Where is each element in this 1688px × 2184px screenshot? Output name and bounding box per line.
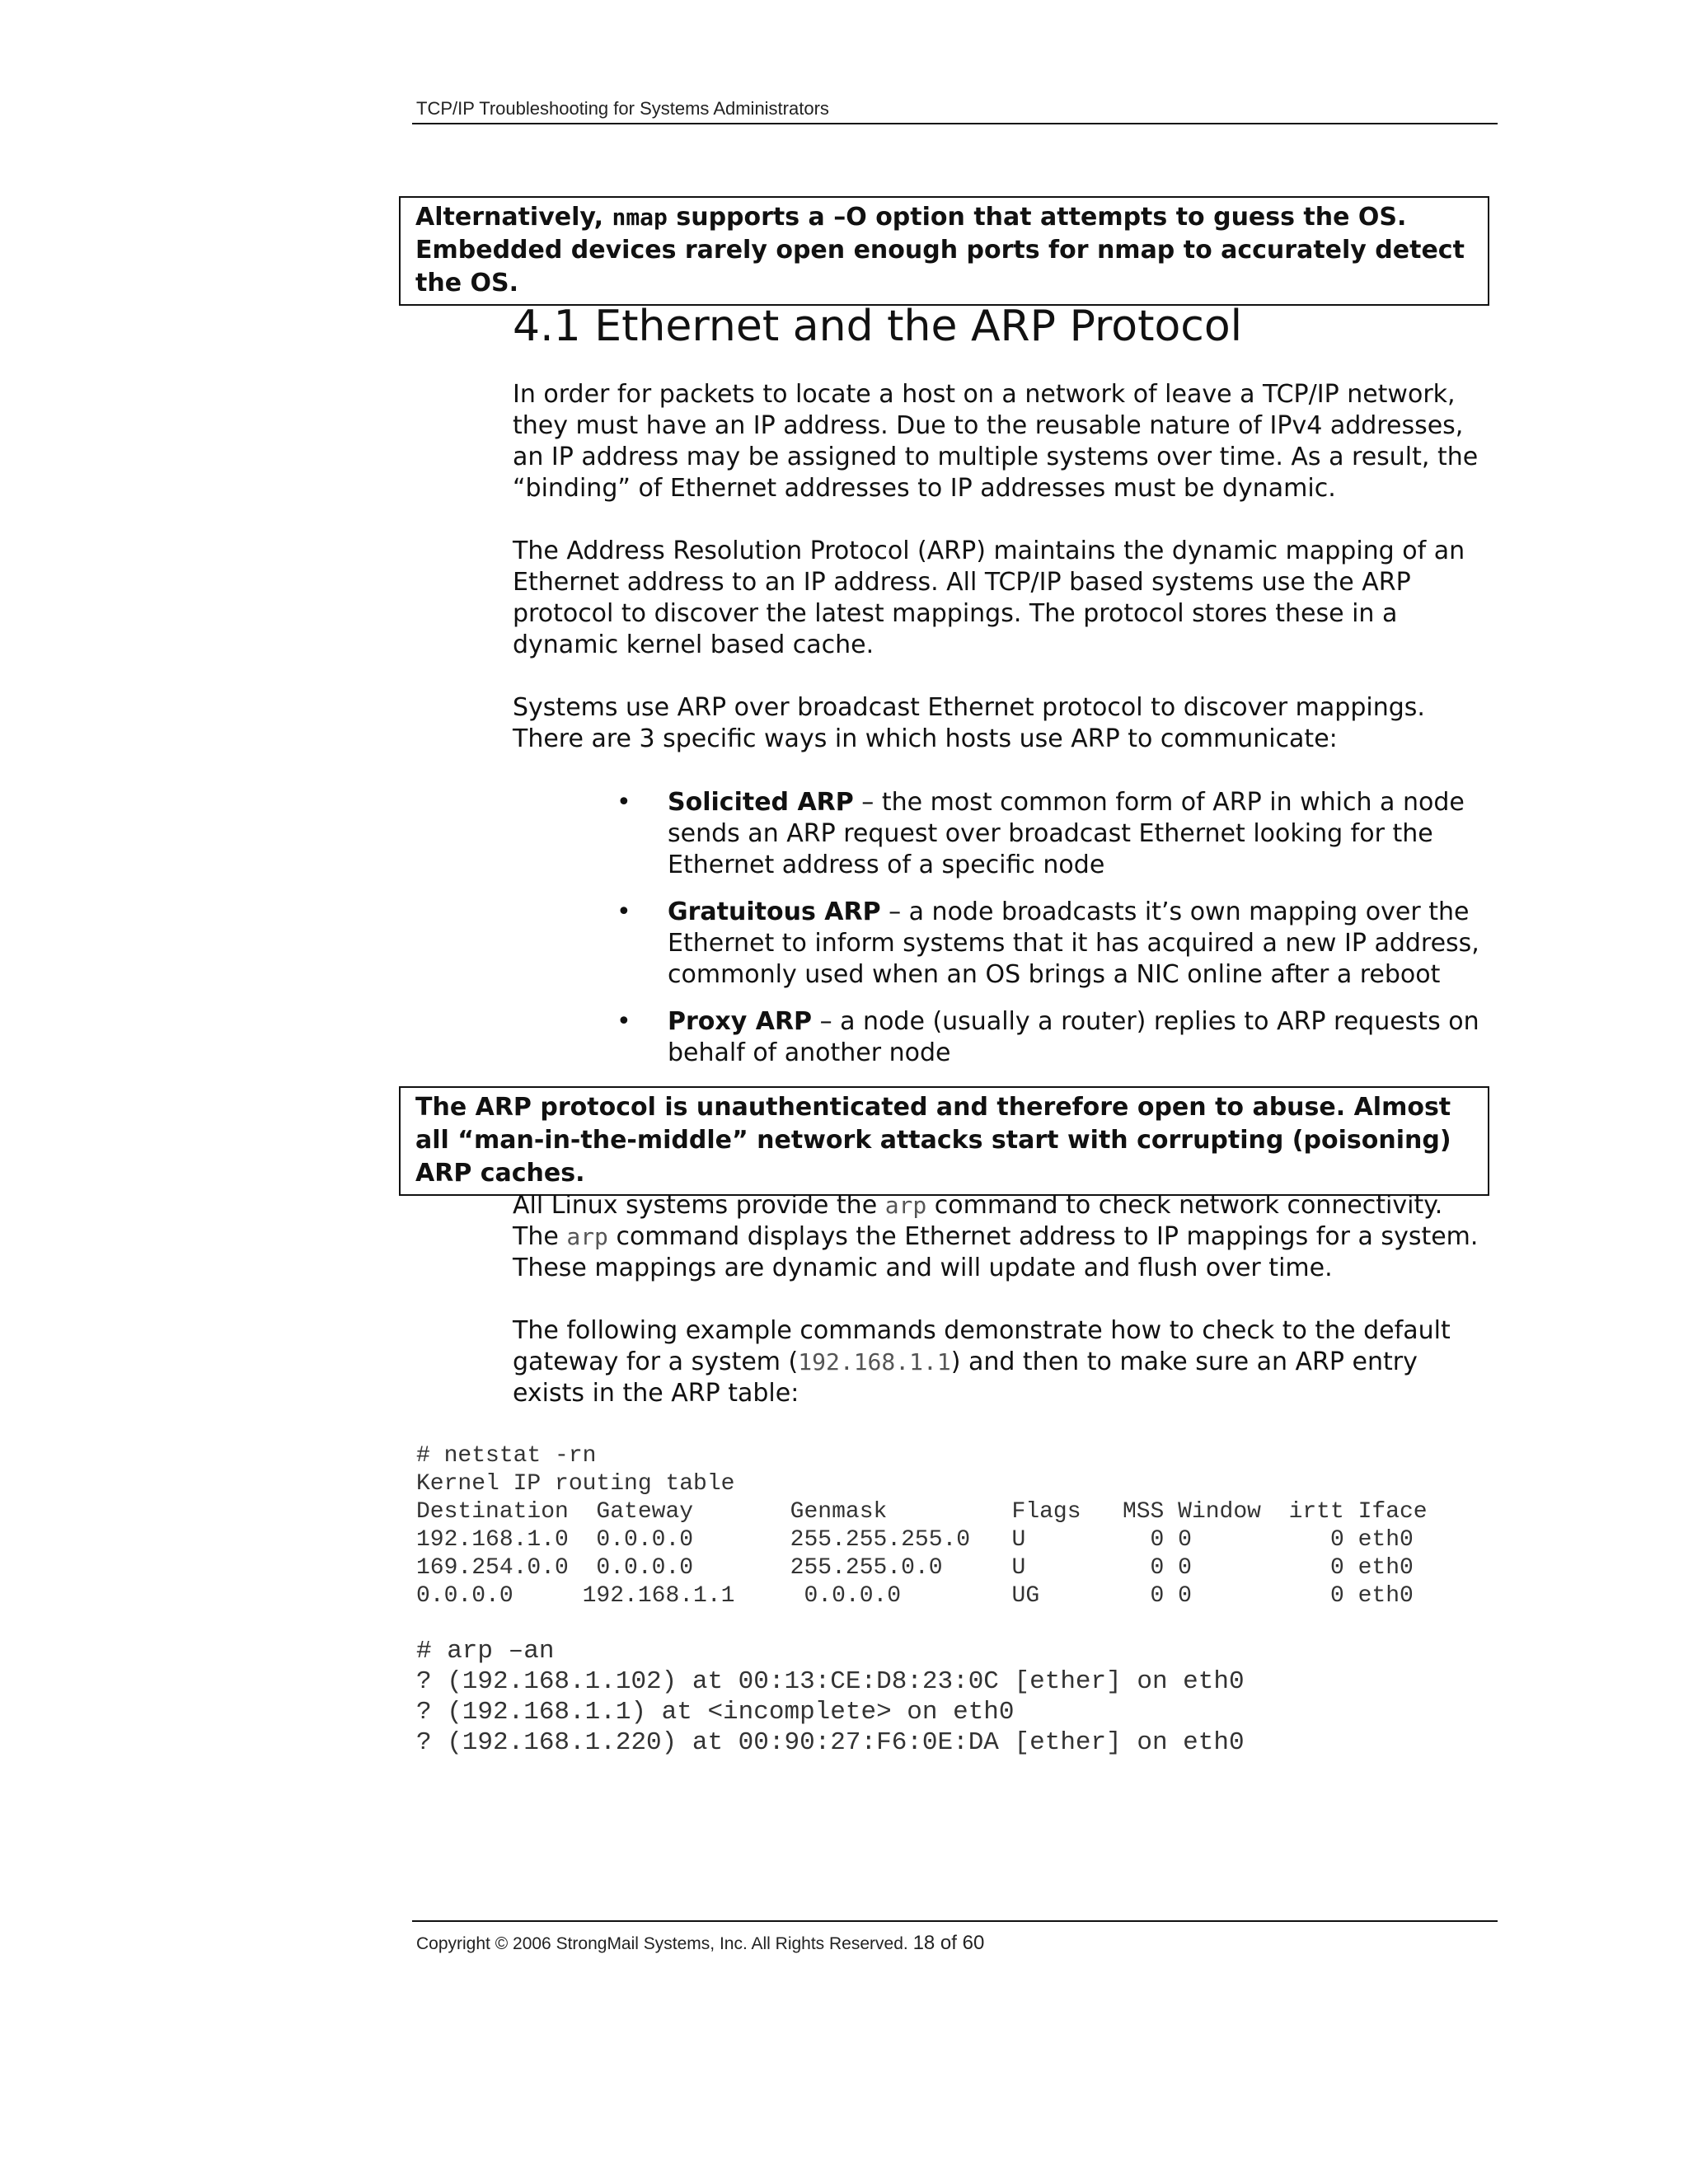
- bullet-icon: •: [617, 788, 631, 817]
- text-segment: The following example commands demonstrate how to check to the default gateway for a system (: [513, 1316, 1451, 1376]
- text-segment: command to check network connectivity. The: [513, 1191, 1443, 1251]
- list-term: Gratuitous ARP: [668, 898, 881, 926]
- list-term: Proxy ARP: [668, 1007, 813, 1036]
- code-line: ? (192.168.1.102) at 00:13:CE:D8:23:0C [ether] on eth0: [416, 1667, 1245, 1696]
- header-divider: [412, 123, 1498, 124]
- netstat-code-block: [416, 1442, 1428, 1610]
- code-line: ? (192.168.1.1) at <incomplete> on eth0: [416, 1698, 1015, 1727]
- text-segment: All Linux systems provide the: [513, 1191, 885, 1220]
- copyright-text: Copyright © 2006 StrongMail Systems, Inc. All Rights Reserved.: [416, 1934, 913, 1953]
- list-item-gratuitous-arp: [617, 897, 1490, 991]
- arp-security-note: The ARP protocol is unauthenticated and therefore open to abuse. Almost all “man-in-the-middle” network attacks start with corrupting (poisoning) ARP caches.: [399, 1086, 1489, 1196]
- code-line: ? (192.168.1.220) at 00:90:27:F6:0E:DA [ether] on eth0: [416, 1728, 1245, 1757]
- paragraph-arp-command: [513, 1190, 1493, 1284]
- paragraph-example-intro: [513, 1315, 1493, 1409]
- list-item-solicited-arp: [617, 787, 1490, 881]
- note-text-pre: Alternatively,: [415, 203, 612, 232]
- list-term: Solicited ARP: [668, 788, 854, 817]
- note-text-post: supports a –O option that attempts to guess the OS. Embedded devices rarely open enough ports for nmap to accurately detect the OS.: [415, 203, 1465, 298]
- bullet-icon: •: [617, 1007, 631, 1036]
- code-line: Destination Gateway Genmask Flags MSS Window irtt Iface: [416, 1499, 1428, 1525]
- code-line: 169.254.0.0 0.0.0.0 255.255.0.0 U 0 0 0 eth0: [416, 1555, 1414, 1581]
- paragraph-arp-definition: The Address Resolution Protocol (ARP) maintains the dynamic mapping of an Ethernet address to an IP address. All TCP/IP based systems use the ARP protocol to discover the latest mappings. The protocol stores these in a dynamic kernel based cache.: [513, 537, 1465, 659]
- paragraph-arp-ways: Systems use ARP over broadcast Ethernet protocol to discover mappings. There are 3 specific ways in which hosts use ARP to communicate:: [513, 693, 1425, 753]
- text-segment: ) and then to make sure an ARP entry exists in the ARP table:: [513, 1347, 1418, 1408]
- gateway-ip-code: 192.168.1.1: [798, 1348, 951, 1376]
- list-text: – a node (usually a router) replies to ARP requests on behalf of another node: [668, 1007, 1479, 1067]
- arp-code: arp: [566, 1223, 608, 1250]
- code-line: # netstat -rn: [416, 1443, 597, 1469]
- code-line: 0.0.0.0 192.168.1.1 0.0.0.0 UG 0 0 0 eth0: [416, 1583, 1414, 1609]
- arp-code-block: [416, 1636, 1245, 1758]
- list-item-proxy-arp: [617, 1006, 1490, 1069]
- paragraph-ip-binding: In order for packets to locate a host on a network of leave a TCP/IP network, they must have an IP address. Due to the reusable nature of IPv4 addresses, an IP address may be assigned to multiple systems over time. As a result, the “binding” of Ethernet addresses to IP addresses must be dynamic.: [513, 380, 1479, 503]
- arp-code: arp: [884, 1192, 927, 1219]
- os-detection-note: [399, 196, 1489, 306]
- nmap-code: nmap: [612, 204, 668, 231]
- running-header: TCP/IP Troubleshooting for Systems Administrators: [416, 98, 829, 119]
- page-footer: [416, 1932, 984, 1955]
- footer-divider: [412, 1920, 1498, 1922]
- arp-types-list: [617, 787, 1490, 1069]
- section-title: 4.1 Ethernet and the ARP Protocol: [513, 302, 1243, 351]
- code-line: Kernel IP routing table: [416, 1471, 735, 1497]
- list-text: – the most common form of ARP in which a node sends an ARP request over broadcast Ethernet looking for the Ethernet address of a specific node: [668, 788, 1465, 879]
- code-line: 192.168.1.0 0.0.0.0 255.255.255.0 U 0 0 0 eth0: [416, 1527, 1414, 1553]
- bullet-icon: •: [617, 898, 631, 926]
- text-segment: command displays the Ethernet address to IP mappings for a system. These mappings are dynamic and will update and flush over time.: [513, 1222, 1479, 1282]
- code-line: # arp –an: [416, 1637, 555, 1666]
- page-number: 18 of 60: [912, 1932, 985, 1954]
- list-text: – a node broadcasts it’s own mapping over the Ethernet to inform systems that it has acquired a new IP address, commonly used when an OS brings a NIC online after a reboot: [668, 898, 1479, 989]
